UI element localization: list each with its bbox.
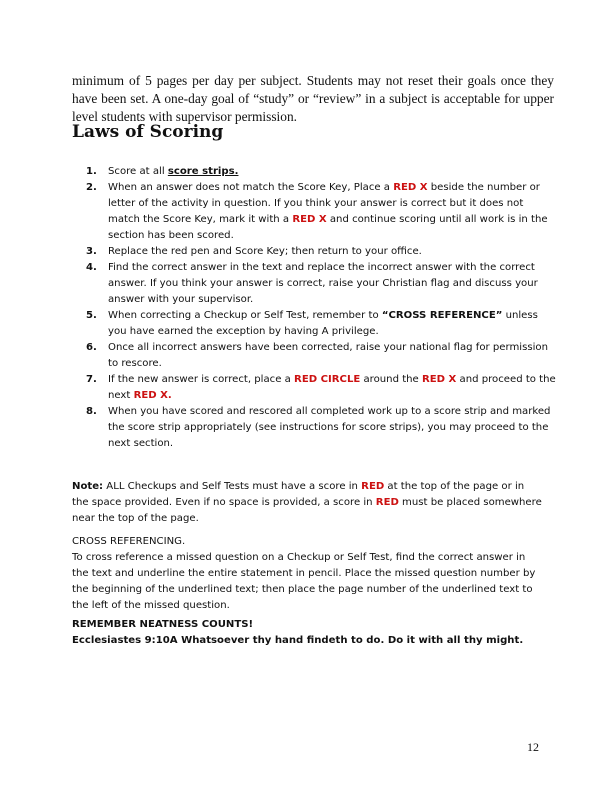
list-number: 3.	[86, 246, 97, 257]
list-number: 1.	[86, 166, 97, 177]
red-emphasis: RED X	[393, 182, 428, 193]
list-item: 2. When an answer does not match the Score Key, Place a RED X beside the number or letter of the activity in question. If you think your answer is correct but it does not match the Score Key, mark it with a RED X and continue scoring until all work is in the section has been scored.	[86, 180, 556, 244]
red-emphasis: RED	[375, 497, 399, 508]
red-emphasis: RED X	[292, 214, 327, 225]
scoring-rules-list	[86, 164, 556, 452]
list-item: 7. If the new answer is correct, place a RED CIRCLE around the RED X and proceed to the next RED X.	[86, 372, 556, 404]
list-number: 4.	[86, 262, 97, 273]
cross-reference-emphasis: “CROSS REFERENCE”	[381, 310, 503, 321]
list-number: 5.	[86, 310, 97, 321]
page-number: 12	[527, 740, 539, 754]
list-item: 1. Score at all score strips.	[86, 164, 556, 180]
list-number: 6.	[86, 342, 97, 353]
scripture-verse: Ecclesiastes 9:10A Whatsoever thy hand findeth to do. Do it with all thy might.	[72, 635, 524, 646]
list-item: 5. When correcting a Checkup or Self Test, remember to “CROSS REFERENCE” unless you have earned the exception by having A privilege.	[86, 308, 556, 340]
cross-referencing-body: To cross reference a missed question on a Checkup or Self Test, find the correct answer in the text and underline the entire statement in pencil. Place the missed question number by the beginning of the underlined text; then place the page number of the underlined text to the left of the missed question.	[72, 552, 536, 611]
list-number: 2.	[86, 182, 97, 193]
cross-referencing-title: CROSS REFERENCING.	[72, 536, 186, 547]
intro-paragraph: minimum of 5 pages per day per subject. Students may not reset their goals once they have been set. A one-day goal of “study” or “review” in a subject is acceptable for upper level students with supervisor permission.	[72, 73, 554, 124]
note-label: Note:	[72, 481, 104, 492]
list-item: 8. When you have scored and rescored all completed work up to a score strip and marked the score strip appropriately (see instructions for score strips), you may proceed to the next section.	[86, 404, 556, 452]
list-item: 4. Find the correct answer in the text and replace the incorrect answer with the correct answer. If you think your answer is correct, raise your Christian flag and discuss your answer with your supervisor.	[86, 260, 556, 308]
list-item: 3. Replace the red pen and Score Key; then return to your office.	[86, 244, 556, 260]
red-emphasis: RED X	[133, 390, 168, 401]
red-emphasis: RED CIRCLE	[294, 374, 361, 385]
red-emphasis: RED	[361, 481, 385, 492]
section-title: Laws of Scoring	[72, 122, 224, 142]
list-number: 8.	[86, 406, 97, 417]
list-item: 6. Once all incorrect answers have been corrected, raise your national flag for permission to rescore.	[86, 340, 556, 372]
neatness-reminder: REMEMBER NEATNESS COUNTS!	[72, 619, 254, 630]
list-number: 7.	[86, 374, 97, 385]
red-emphasis: RED X	[421, 374, 457, 385]
note-paragraph: Note: ALL Checkups and Self Tests must have a score in RED at the top of the page or in the space provided. Even if no space is provided, a score in RED must be placed somewhere near the top of the page.	[72, 481, 542, 524]
score-strips-emphasis: score strips.	[167, 166, 239, 177]
